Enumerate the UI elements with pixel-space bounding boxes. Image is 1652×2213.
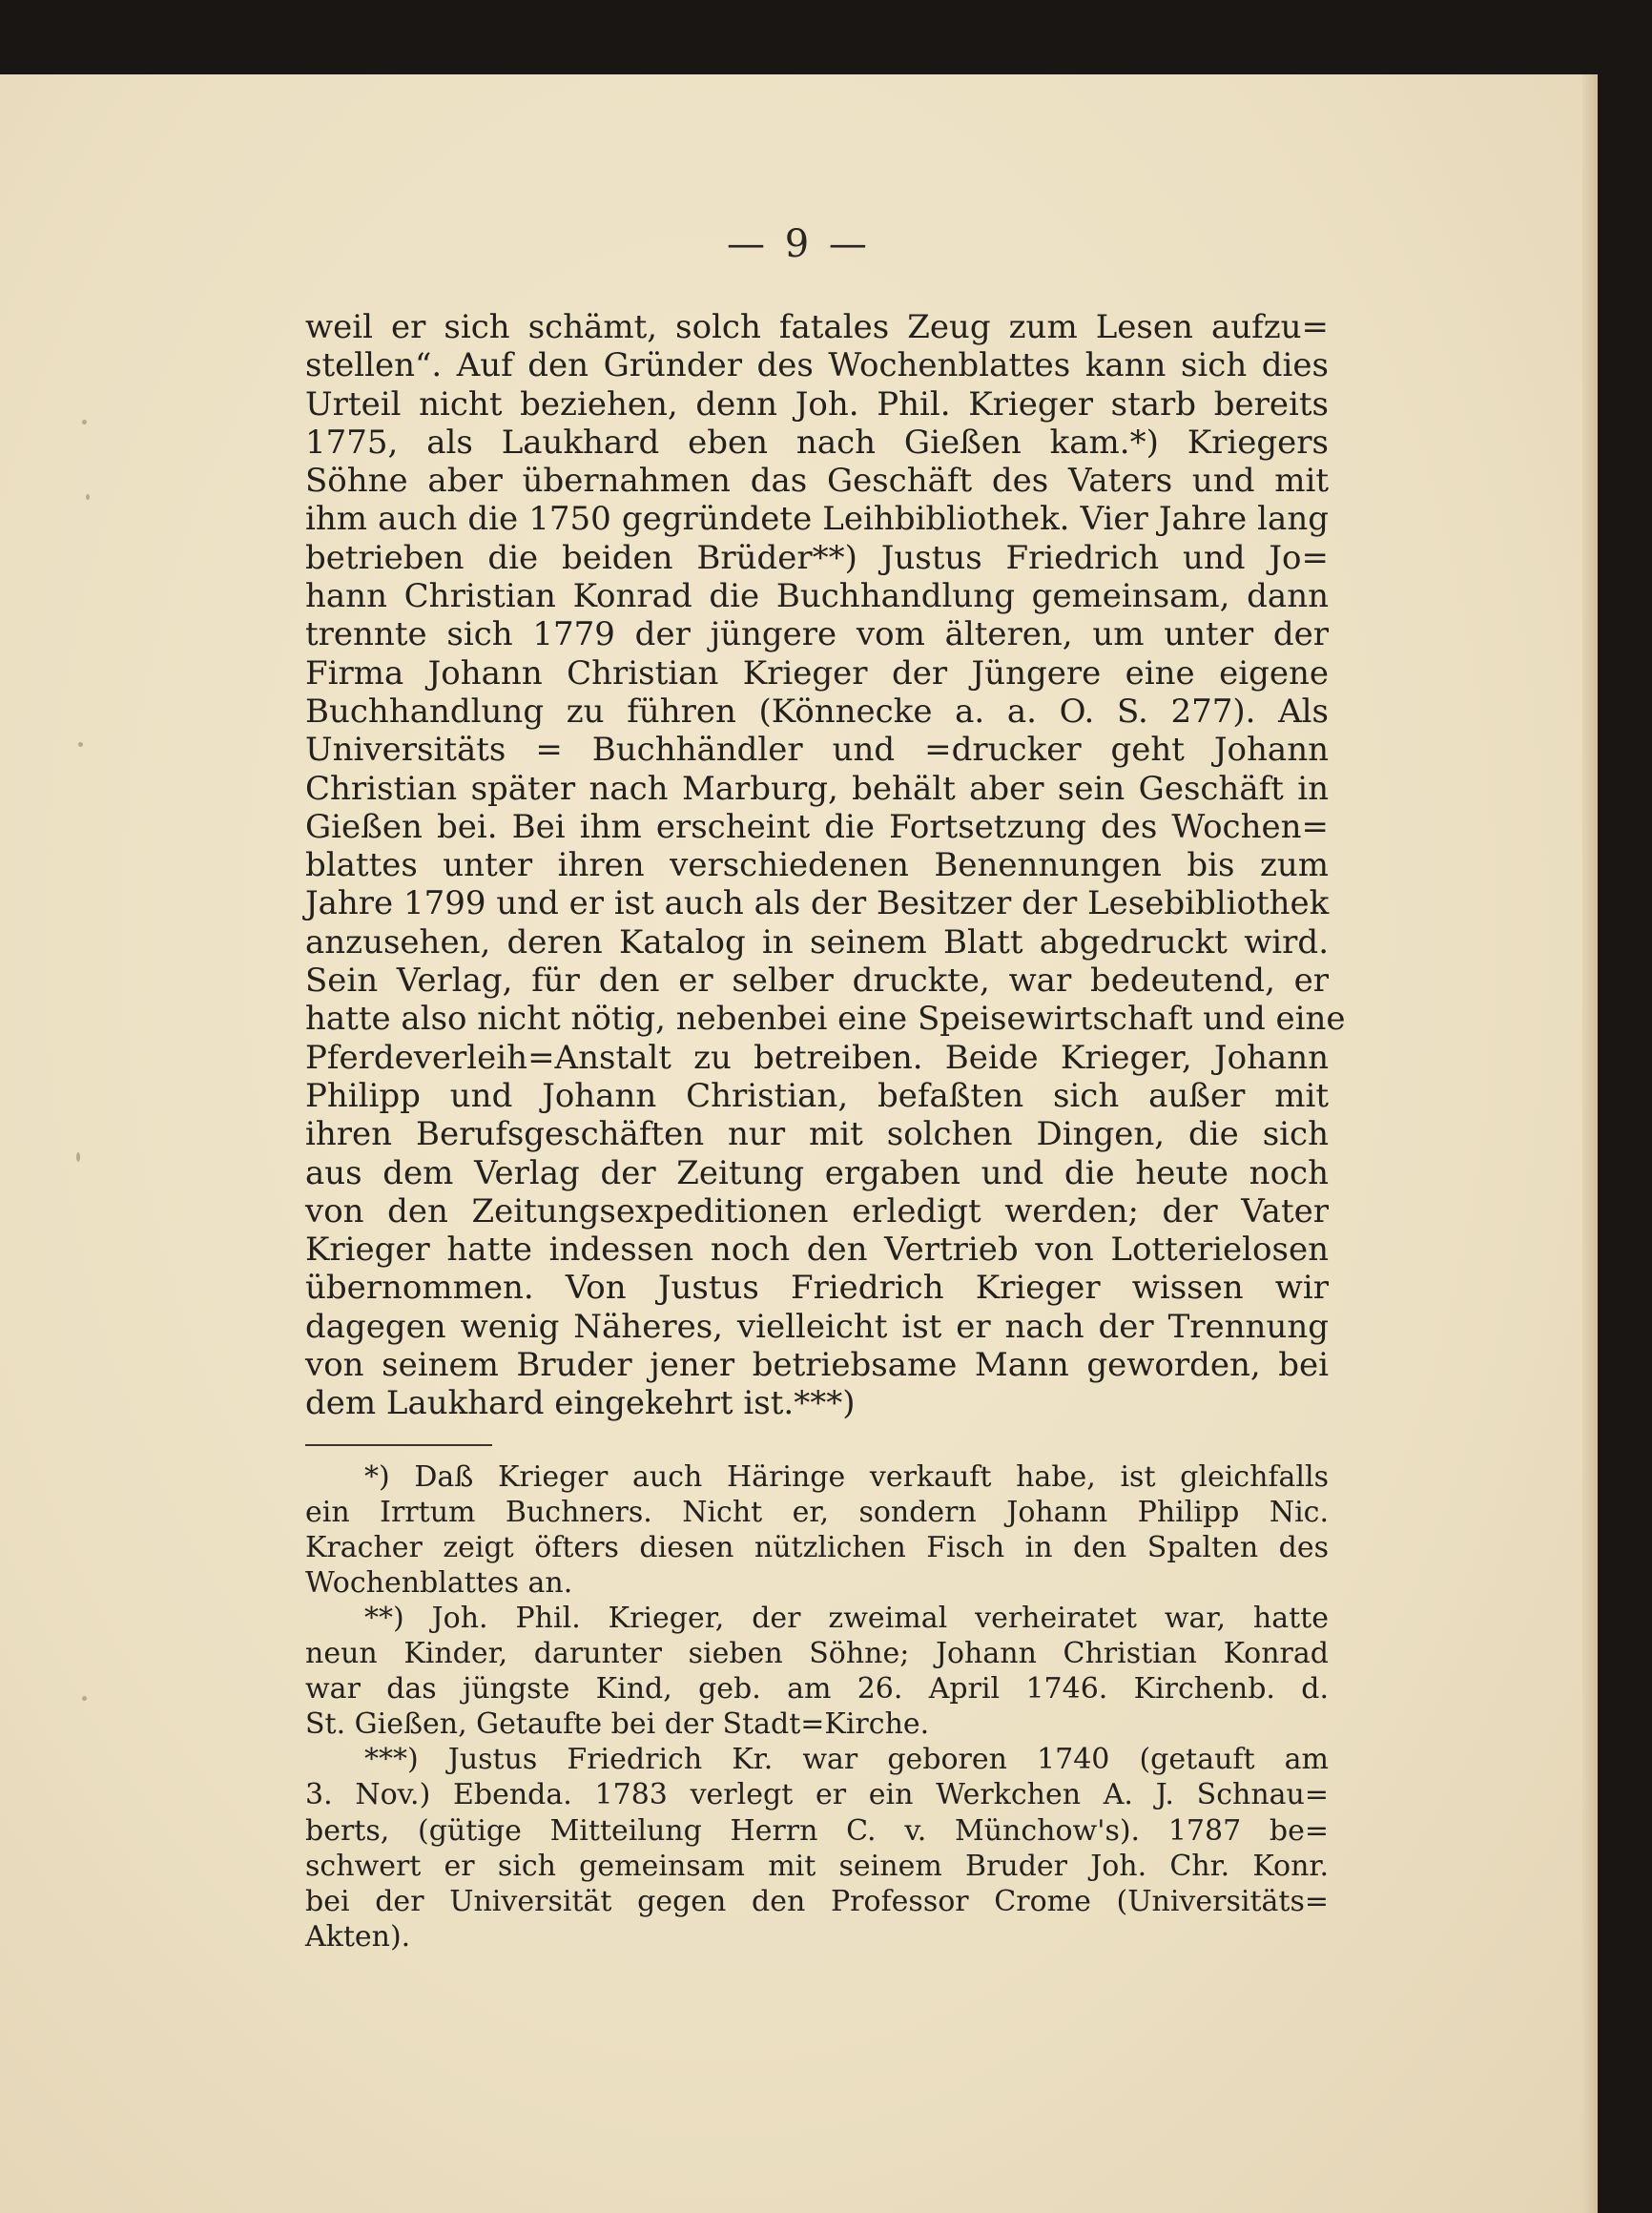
footnote-line: **) Joh. Phil. Krieger, der zweimal verheiratet war, hatte	[364, 1601, 1329, 1635]
body-line: Buchhandlung zu führen (Könnecke a. a. O. S. 277). Als	[305, 692, 1329, 731]
body-line: Urteil nicht beziehen, denn Joh. Phil. Krieger starb bereits	[305, 384, 1329, 424]
body-line: 1775, als Laukhard eben nach Gießen kam.*) Kriegers	[305, 423, 1329, 462]
paper-speck	[82, 420, 87, 424]
footnote-line: Akten).	[305, 1919, 411, 1954]
body-line: ihm auch die 1750 gegründete Leihbibliothek. Vier Jahre lang	[305, 500, 1329, 539]
text-block	[305, 308, 1346, 1954]
body-line: hatte also nicht nötig, nebenbei eine Speisewirtschaft und eine	[305, 1000, 1346, 1039]
footnote-line: war das jüngste Kind, geb. am 26. April 1746. Kirchenb. d.	[305, 1672, 1329, 1706]
body-line: Universitäts = Buchhändler und =drucker geht Johann	[305, 731, 1329, 770]
body-line: Gießen bei. Bei ihm erscheint die Fortsetzung des Wochen=	[305, 807, 1329, 846]
footnote-line: St. Gießen, Getaufte bei der Stadt=Kirche.	[305, 1707, 930, 1742]
body-line: Jahre 1799 und er ist auch als der Besitzer der Lesebibliothek	[305, 884, 1330, 923]
body-line: Pferdeverleih=Anstalt zu betreiben. Beide Krieger, Johann	[305, 1038, 1329, 1077]
footnote-line: berts, (gütige Mitteilung Herrn C. v. Münchow's). 1787 be=	[305, 1813, 1329, 1848]
footnote-line: ***) Justus Friedrich Kr. war geboren 1740 (getauft am	[364, 1743, 1329, 1777]
footnotes	[305, 1459, 1329, 1954]
body-line: betrieben die beiden Brüder**) Justus Friedrich und Jo=	[305, 538, 1329, 577]
footnote-line: ein Irrtum Buchners. Nicht er, sondern Johann Philipp Nic.	[305, 1495, 1329, 1529]
footnote-line: 3. Nov.) Ebenda. 1783 verlegt er ein Werkchen A. J. Schnau=	[305, 1778, 1329, 1812]
footnote-divider	[305, 1444, 492, 1446]
body-line: von seinem Bruder jener betriebsame Mann geworden, bei	[305, 1346, 1329, 1385]
body-line: Philipp und Johann Christian, befaßten sich außer mit	[305, 1076, 1329, 1115]
body-line: dagegen wenig Näheres, vielleicht ist er nach der Trennung	[305, 1307, 1329, 1346]
body-line: hann Christian Konrad die Buchhandlung gemeinsam, dann	[305, 577, 1329, 616]
body-line: dem Laukhard eingekehrt ist.***)	[305, 1384, 856, 1423]
body-line: Sein Verlag, für den er selber druckte, war bedeutend, er	[305, 962, 1329, 1001]
footnote-line: *) Daß Krieger auch Häringe verkauft habe, ist gleichfalls	[364, 1459, 1329, 1494]
body-line: anzusehen, deren Katalog in seinem Blatt abgedruckt wird.	[305, 922, 1329, 962]
body-line: übernommen. Von Justus Friedrich Krieger wissen wir	[305, 1269, 1329, 1308]
body-line: Christian später nach Marburg, behält aber sein Geschäft in	[305, 769, 1329, 808]
page-number: — 9 —	[727, 222, 871, 266]
footnote-line: bei der Universität gegen den Professor Crome (Universitäts=	[305, 1884, 1329, 1918]
page-edge	[1582, 74, 1598, 2213]
body-line: Firma Johann Christian Krieger der Jüngere eine eigene	[305, 653, 1329, 693]
paper-speck	[78, 742, 83, 747]
body-line: weil er sich schämt, solch fatales Zeug zum Lesen aufzu=	[305, 308, 1329, 346]
footnote-line: Kracher zeigt öfters diesen nützlichen Fisch in den Spalten des	[305, 1530, 1329, 1564]
book-page	[0, 74, 1598, 2213]
footnote-2	[305, 1601, 1329, 1742]
body-line: aus dem Verlag der Zeitung ergaben und die heute noch	[305, 1153, 1329, 1192]
footnote-3	[305, 1742, 1329, 1954]
paper-speck	[86, 494, 90, 500]
footnote-line: neun Kinder, darunter sieben Söhne; Johann Christian Konrad	[305, 1637, 1329, 1671]
body-line: blattes unter ihren verschiedenen Benennungen bis zum	[305, 846, 1329, 885]
footnote-line: schwert er sich gemeinsam mit seinem Bruder Joh. Chr. Konr.	[305, 1849, 1329, 1883]
body-line: von den Zeitungsexpeditionen erledigt werden; der Vater	[305, 1191, 1329, 1231]
paper-speck	[82, 1696, 87, 1701]
body-line: Krieger hatte indessen noch den Vertrieb von Lotterielosen	[305, 1231, 1329, 1270]
body-line: ihren Berufsgeschäften nur mit solchen Dingen, die sich	[305, 1115, 1329, 1154]
body-line: Söhne aber übernahmen das Geschäft des Vaters und mit	[305, 462, 1329, 501]
footnote-line: Wochenblattes an.	[305, 1565, 573, 1600]
body-line: stellen“. Auf den Gründer des Wochenblattes kann sich dies	[305, 346, 1329, 385]
footnote-1	[305, 1459, 1329, 1601]
body-line: trennte sich 1779 der jüngere vom älteren, um unter der	[305, 615, 1329, 654]
paper-speck	[76, 1152, 80, 1162]
body-text	[305, 308, 1346, 1423]
